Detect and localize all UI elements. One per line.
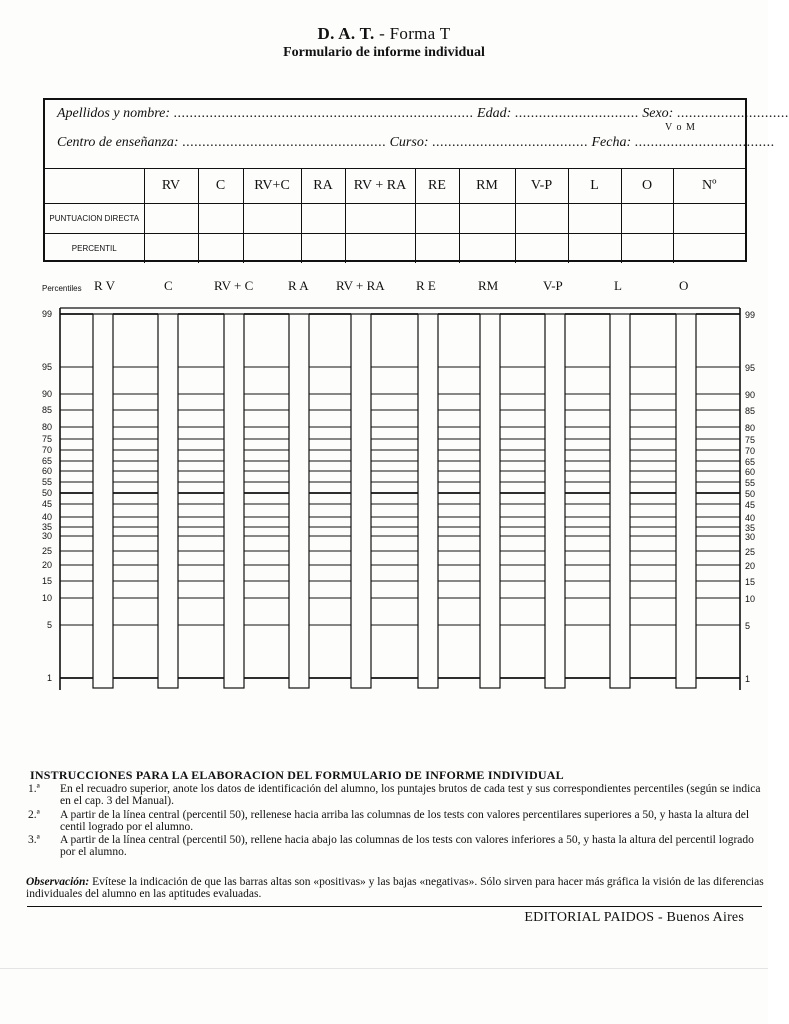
chart-column-heading: RV + RA [336,278,385,293]
row-label: PERCENTIL [45,234,144,264]
column-header: L [568,169,621,204]
scale-label-left: 85 [41,405,52,415]
school-field[interactable]: ................................................... [182,135,387,150]
scale-label-left: 30 [41,531,52,541]
column-header: RA [301,169,345,204]
column-header: RV+C [243,169,301,204]
score-cell[interactable] [243,234,301,264]
chart-column-heading: R E [416,278,436,293]
scale-label-left: 25 [41,546,52,556]
course-field[interactable]: ....................................... [431,135,588,150]
scale-label-left: 95 [41,362,52,372]
scale-label-left: 55 [41,477,52,487]
scale-label-right: 85 [745,406,756,416]
identification-box [43,98,789,262]
publisher-footer: EDITORIAL PAIDOS - Buenos Aires [524,910,744,925]
age-field[interactable]: ............................... [514,106,639,121]
sex-label: Sexo: [642,106,674,121]
score-cell[interactable] [198,234,243,264]
test-column-bar[interactable] [351,314,371,688]
percentile-chart [0,290,768,700]
name-line [57,106,789,122]
page-fold-line [0,968,768,969]
scale-label-left: 75 [41,434,52,444]
observation-note [26,876,766,900]
row-label: PUNTUACION DIRECTA [45,204,144,234]
instruction-number: 2.ª [28,809,40,821]
column-header: O [621,169,673,204]
instruction-number: 1.ª [28,783,40,795]
column-header: RV + RA [345,169,415,204]
score-cell[interactable] [144,204,198,234]
scale-label-right: 95 [745,363,756,373]
score-cell[interactable] [198,204,243,234]
observation-text: Evítese la indicación de que las barras altas son «positivas» y las bajas «negativas». Sólo sirven para hacer más gráfica la visión de las diferencias individuales del alumno en las aptitudes evaluadas. [26,876,764,900]
score-cell[interactable] [144,234,198,264]
scale-label-left: 15 [41,576,52,586]
sex-hint: V o M [665,122,696,133]
sex-field[interactable]: ............................ [676,106,789,121]
score-cell[interactable] [345,234,415,264]
scale-label-left: 20 [41,560,52,570]
test-column-bar[interactable] [676,314,696,688]
scale-label-left: 50 [41,488,52,498]
scores-row [45,234,745,264]
test-column-bar[interactable] [480,314,500,688]
scale-label-right: 75 [745,435,756,445]
test-column-bar[interactable] [289,314,309,688]
chart-column-heading: C [164,278,173,293]
column-header: RM [459,169,515,204]
column-header: RE [415,169,459,204]
school-line [57,135,775,151]
scale-label-right: 15 [745,577,756,587]
school-label: Centro de enseñanza: [57,135,179,150]
scale-label-right: 10 [745,594,756,604]
scale-label-right: 30 [745,532,756,542]
score-cell[interactable] [515,204,568,234]
score-cell[interactable] [415,234,459,264]
score-cell[interactable] [301,204,345,234]
instruction-text: En el recuadro superior, anote los datos de identificación del alumno, los puntajes brutos de cada test y sus correspondientes percentiles (según se indica en el cap. 3 del Manual). [60,783,761,807]
scale-label-right: 40 [745,513,756,523]
scale-label-right: 20 [745,561,756,571]
instruction-text: A partir de la línea central (percentil 50), rellenese hacia arriba las columnas de los tests con valores percentilares superiores a 50, y hasta la altura del centil logrado por el alumno. [60,809,750,833]
chart-column-heading: V-P [543,278,563,293]
test-column-bar[interactable] [158,314,178,688]
scale-label-right: 35 [745,523,756,533]
scale-label-right: 1 [745,674,751,684]
scale-label-right: 50 [745,489,756,499]
score-cell[interactable] [621,234,673,264]
score-cell[interactable] [515,234,568,264]
scale-label-left: 80 [41,422,52,432]
scale-label-left: 1 [46,673,52,683]
scale-label-left: 60 [41,466,52,476]
score-cell[interactable] [459,204,515,234]
corner-cell [45,169,144,204]
score-cell[interactable] [621,204,673,234]
instruction-item [28,809,763,833]
score-cell[interactable] [673,204,745,234]
instruction-number: 3.ª [28,834,40,846]
chart-column-heading: L [614,278,622,293]
date-field[interactable]: ................................... [634,135,775,150]
title-bold: D. A. T. [317,24,375,43]
scale-label-left: 99 [41,309,52,319]
score-cell[interactable] [415,204,459,234]
scale-label-right: 70 [745,446,756,456]
chart-column-heading: R V [94,278,116,293]
scale-label-right: 5 [745,621,751,631]
page-subtitle: Formulario de informe individual [283,45,485,60]
test-column-bar[interactable] [93,314,113,688]
test-column-bar[interactable] [224,314,244,688]
percentiles-axis-title: Percentiles [42,284,82,293]
scores-row [45,204,745,234]
date-label: Fecha: [591,135,632,150]
chart-column-heading: RV + C [214,278,254,293]
scale-label-left: 90 [41,389,52,399]
chart-column-heading: O [679,278,689,293]
instruction-text: A partir de la línea central (percentil 50), rellene hacia abajo las columnas de los tests con valores inferiores a 50, y hasta la altura del percentil logrado por el alumno. [60,834,754,858]
scale-label-left: 45 [41,499,52,509]
scale-label-right: 55 [745,478,756,488]
score-cell[interactable] [243,204,301,234]
score-cell[interactable] [673,234,745,264]
chart-column-heading: R A [288,278,309,293]
scale-label-left: 70 [41,445,52,455]
scale-label-right: 90 [745,390,756,400]
course-label: Curso: [389,135,429,150]
score-cell[interactable] [568,204,621,234]
score-cell[interactable] [459,234,515,264]
test-column-bar[interactable] [545,314,565,688]
chart-column-heading: RM [478,278,499,293]
column-header: C [198,169,243,204]
scale-label-left: 65 [41,456,52,466]
name-field[interactable]: ........................................................................... [173,106,474,121]
scale-label-left: 5 [46,620,52,630]
score-cell[interactable] [568,234,621,264]
score-cell[interactable] [345,204,415,234]
scale-label-right: 65 [745,457,756,467]
column-header: V-P [515,169,568,204]
scale-label-left: 10 [41,593,52,603]
observation-label: Observación: [26,876,90,888]
scale-label-left: 35 [41,522,52,532]
page-title [0,24,768,44]
scale-label-right: 45 [745,500,756,510]
column-header: RV [144,169,198,204]
instruction-item [28,783,763,807]
age-label: Edad: [477,106,512,121]
scores-table [45,168,745,263]
test-column-bar[interactable] [610,314,630,688]
title-rest: - Forma T [374,24,451,43]
scores-header-row [45,169,745,204]
scale-label-right: 99 [745,310,756,320]
instructions-title: INSTRUCCIONES PARA LA ELABORACION DEL FORMULARIO DE INFORME INDIVIDUAL [30,768,564,782]
scale-label-right: 80 [745,423,756,433]
instruction-item [28,834,763,858]
test-column-bar[interactable] [418,314,438,688]
scale-label-right: 60 [745,467,756,477]
scale-label-right: 25 [745,547,756,557]
name-label: Apellidos y nombre: [57,106,171,121]
scale-label-left: 40 [41,512,52,522]
score-cell[interactable] [301,234,345,264]
divider [27,906,762,907]
column-header: Nº [673,169,745,204]
